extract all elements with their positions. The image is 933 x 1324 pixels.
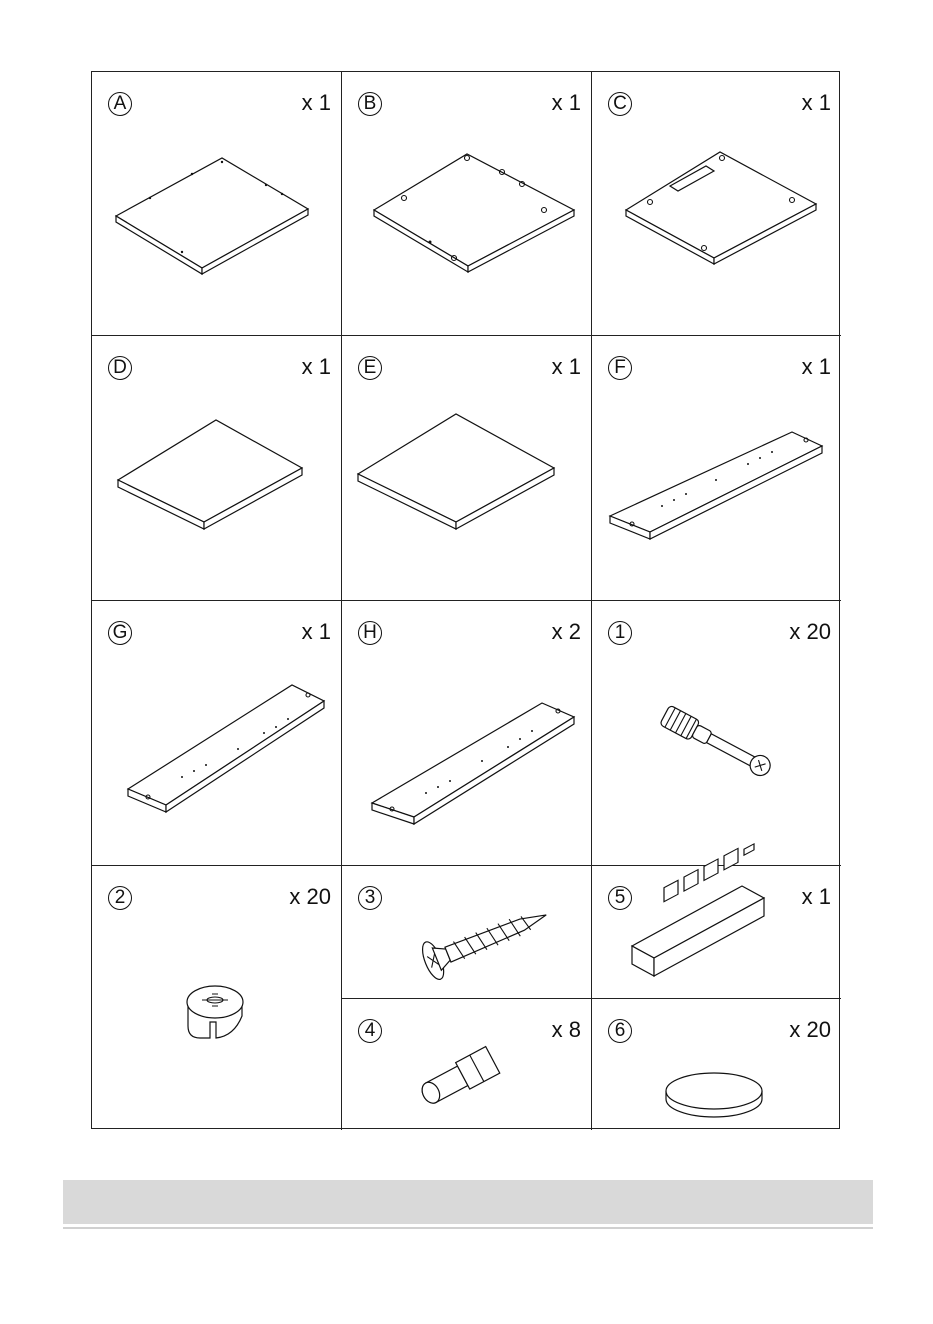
- part-cell-d: [92, 336, 342, 601]
- cam-bolt-illustration: [592, 601, 841, 866]
- part-quantity: x 8: [551, 1017, 581, 1042]
- part-quantity: x 2: [551, 619, 581, 644]
- part-cell-1: [592, 601, 841, 866]
- part-quantity: x 1: [301, 619, 331, 644]
- part-cell-f: [592, 336, 841, 601]
- power-socket-illustration: [592, 866, 841, 999]
- panel-b-illustration: [342, 72, 592, 336]
- part-quantity: x 1: [801, 884, 831, 909]
- part-label: 5: [608, 886, 632, 910]
- wood-screw-illustration: [342, 866, 592, 999]
- part-quantity: x 1: [551, 354, 581, 379]
- part-label: 3: [358, 886, 382, 910]
- part-label: D: [108, 356, 132, 380]
- part-cell-4: [342, 999, 592, 1130]
- part-cell-2: [92, 866, 342, 1130]
- part-quantity: x 20: [789, 619, 831, 644]
- panel-g-illustration: [92, 601, 342, 866]
- part-label: 6: [608, 1019, 632, 1043]
- panel-h-illustration: [342, 601, 592, 866]
- part-label: G: [108, 621, 132, 645]
- panel-a-illustration: [92, 72, 342, 336]
- part-cell-a: [92, 72, 342, 336]
- part-cell-5: [592, 866, 841, 999]
- part-label: B: [358, 92, 382, 116]
- part-label: 4: [358, 1019, 382, 1043]
- part-label: A: [108, 92, 132, 116]
- part-cell-3: [342, 866, 592, 999]
- part-cell-b: [342, 72, 592, 336]
- part-quantity: x 1: [301, 354, 331, 379]
- part-quantity: x 1: [801, 354, 831, 379]
- part-cell-6: [592, 999, 841, 1130]
- part-cell-e: [342, 336, 592, 601]
- part-quantity: x 1: [551, 90, 581, 115]
- part-quantity: x 1: [801, 90, 831, 115]
- cam-lock-illustration: [92, 866, 342, 1130]
- panel-f-illustration: [592, 336, 841, 601]
- part-label: 2: [108, 886, 132, 910]
- part-quantity: x 1: [301, 90, 331, 115]
- parts-grid: [91, 71, 840, 1129]
- part-quantity: x 20: [789, 1017, 831, 1042]
- section-header-bar: [63, 1180, 873, 1224]
- part-label: 1: [608, 621, 632, 645]
- panel-d-illustration: [92, 336, 342, 601]
- part-label: H: [358, 621, 382, 645]
- part-cell-c: [592, 72, 841, 336]
- dowel-illustration: [342, 999, 592, 1130]
- panel-e-illustration: [342, 336, 592, 601]
- felt-pad-illustration: [592, 999, 841, 1130]
- panel-c-illustration: [592, 72, 841, 336]
- part-cell-h: [342, 601, 592, 866]
- part-quantity: x 20: [289, 884, 331, 909]
- part-label: F: [608, 356, 632, 380]
- part-label: C: [608, 92, 632, 116]
- part-label: E: [358, 356, 382, 380]
- divider-rule: [63, 1227, 873, 1229]
- part-cell-g: [92, 601, 342, 866]
